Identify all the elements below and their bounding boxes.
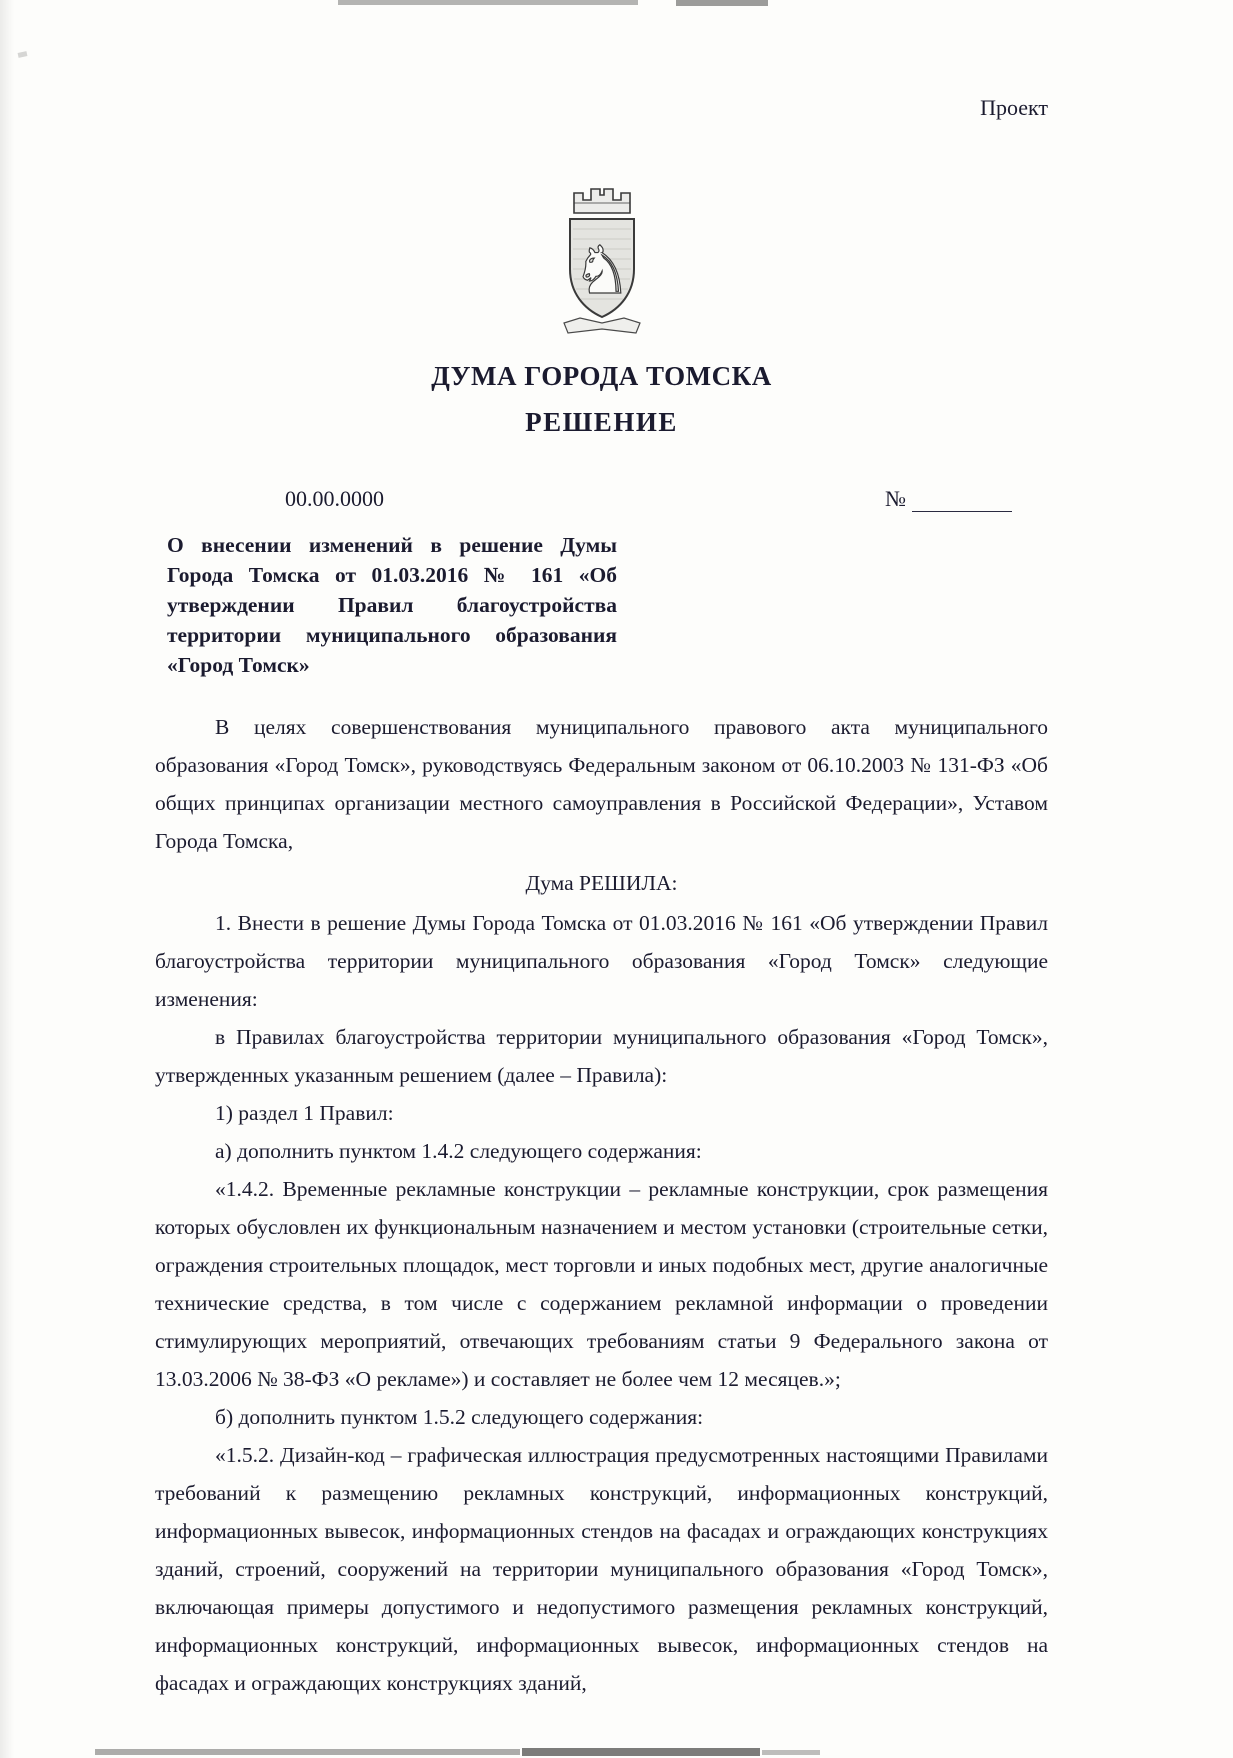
paragraph: в Правилах благоустройства территории муниципального образования «Город Томск», утвержденных указанным решением (далее – Правила): — [155, 1025, 1048, 1087]
paragraph: 1. Внести в решение Думы Города Томска от 01.03.2016 № 161 «Об утверждении Правил благоустройства территории муниципального образования «Город Томск» следующие изменения: — [155, 911, 1048, 1011]
scan-artifact — [762, 1750, 820, 1755]
document-title: О внесении изменений в решение Думы Города Томска от 01.03.2016 № 161 «Об утверждении Правил благоустройства территории муниципального образования «Город Томск» — [167, 533, 617, 677]
paragraph: 1) раздел 1 Правил: — [215, 1101, 394, 1125]
preamble: В целях совершенствования муниципального правового акта муниципального образования «Город Томск», руководствуясь Федеральным законом от 06.10.2003 № 131-ФЗ «Об общих принципах организации местного самоуправления в Российской Федерации», Уставом Города Томска, — [155, 715, 1048, 853]
draft-label: Проект — [980, 95, 1048, 120]
svg-text:♞: ♞ — [571, 232, 632, 309]
paragraph: б) дополнить пунктом 1.5.2 следующего содержания: — [215, 1405, 704, 1429]
scan-artifact — [18, 51, 28, 58]
scan-artifact — [95, 1749, 520, 1755]
document-type: РЕШЕНИЕ — [525, 407, 678, 437]
tomsk-coat-of-arms-icon — [556, 181, 648, 339]
paragraph: а) дополнить пунктом 1.4.2 следующего содержания: — [215, 1139, 702, 1163]
paragraph: «1.5.2. Дизайн-код – графическая иллюстрация предусмотренных настоящими Правилами требований к размещению рекламных конструкций, информационных конструкций, информационных вывесок, информационных стендов на фасадах и ограждающих конструкциях зданий, строений, сооружений на территории муниципального образования «Город Томск», включающая примеры допустимого и недопустимого размещения рекламных конструкций, информационных конструкций, информационных вывесок, информационных стендов на фасадах и ограждающих конструкциях зданий, — [155, 1443, 1048, 1695]
resolution-heading: Дума РЕШИЛА: — [525, 871, 678, 895]
date-number-row — [155, 486, 1048, 512]
organization-name: ДУМА ГОРОДА ТОМСКА — [431, 361, 772, 391]
paragraph: «1.4.2. Временные рекламные конструкции – рекламные конструкции, срок размещения которых обусловлен их функциональным назначением и местом установки (строительные сетки, ограждения строительных площадок, мест торговли и иных подобных мест, другие аналогичные технические средства, в том числе с содержанием рекламной информации о проведении стимулирующих мероприятий, отвечающих требованиям статьи 9 Федерального закона от 13.03.2006 № 38-ФЗ «О рекламе») и составляет не более чем 12 месяцев.»; — [155, 1177, 1048, 1391]
number-blank-line — [912, 488, 1012, 512]
scan-artifact — [522, 1748, 760, 1756]
document-number — [885, 486, 1012, 512]
number-sign: № — [885, 486, 906, 511]
document-date: 00.00.0000 — [285, 486, 384, 511]
